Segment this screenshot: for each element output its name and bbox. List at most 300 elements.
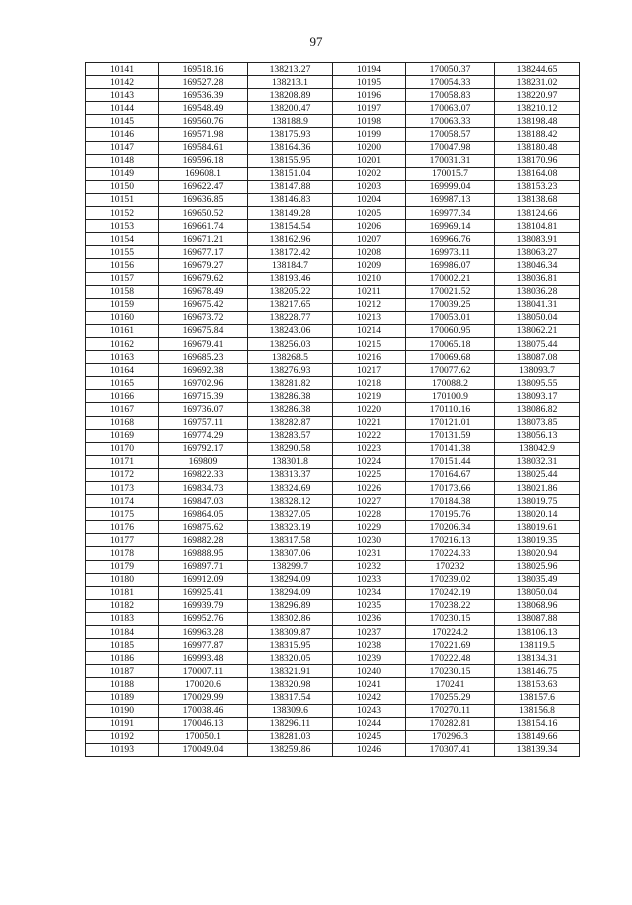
x-coordinate-right: 170222.48: [406, 652, 495, 665]
table-row: [86, 743, 580, 756]
x-coordinate-left: 169897.71: [159, 560, 248, 573]
x-coordinate-right: 169986.07: [406, 259, 495, 272]
x-coordinate-left: 169952.76: [159, 612, 248, 625]
x-coordinate-right: 170131.59: [406, 429, 495, 442]
x-coordinate-left: 169875.62: [159, 521, 248, 534]
table-row: [86, 63, 580, 76]
x-coordinate-left: 169571.98: [159, 128, 248, 141]
table-row: [86, 89, 580, 102]
point-number-left: 10151: [86, 193, 159, 206]
point-number-right: 10194: [333, 63, 406, 76]
x-coordinate-right: 170054.33: [406, 76, 495, 89]
point-number-right: 10201: [333, 154, 406, 167]
y-coordinate-left: 138228.77: [248, 311, 333, 324]
x-coordinate-left: 169661.74: [159, 220, 248, 233]
x-coordinate-right: 170239.02: [406, 573, 495, 586]
x-coordinate-left: 169792.17: [159, 442, 248, 455]
y-coordinate-right: 138146.75: [495, 665, 580, 678]
y-coordinate-left: 138294.09: [248, 586, 333, 599]
table-row: [86, 717, 580, 730]
point-number-left: 10170: [86, 442, 159, 455]
point-number-left: 10154: [86, 233, 159, 246]
y-coordinate-right: 138019.61: [495, 521, 580, 534]
point-number-left: 10179: [86, 560, 159, 573]
point-number-right: 10224: [333, 455, 406, 468]
x-coordinate-right: 170015.7: [406, 167, 495, 180]
point-number-left: 10181: [86, 586, 159, 599]
x-coordinate-left: 169977.87: [159, 639, 248, 652]
table-row: [86, 639, 580, 652]
point-number-right: 10204: [333, 193, 406, 206]
y-coordinate-right: 138046.34: [495, 259, 580, 272]
point-number-left: 10174: [86, 495, 159, 508]
point-number-left: 10190: [86, 704, 159, 717]
point-number-right: 10220: [333, 403, 406, 416]
y-coordinate-left: 138286.38: [248, 390, 333, 403]
y-coordinate-left: 138317.54: [248, 691, 333, 704]
point-number-left: 10176: [86, 521, 159, 534]
y-coordinate-left: 138256.03: [248, 337, 333, 350]
table-row: [86, 508, 580, 521]
table-row: [86, 259, 580, 272]
y-coordinate-right: 138106.13: [495, 626, 580, 639]
point-number-right: 10212: [333, 298, 406, 311]
y-coordinate-right: 138138.68: [495, 193, 580, 206]
point-number-left: 10142: [86, 76, 159, 89]
x-coordinate-left: 169675.84: [159, 324, 248, 337]
x-coordinate-right: 170230.15: [406, 612, 495, 625]
table-row: [86, 115, 580, 128]
y-coordinate-left: 138217.65: [248, 298, 333, 311]
x-coordinate-right: 170039.25: [406, 298, 495, 311]
point-number-right: 10209: [333, 259, 406, 272]
point-number-left: 10155: [86, 246, 159, 259]
x-coordinate-right: 170238.22: [406, 599, 495, 612]
y-coordinate-right: 138086.82: [495, 403, 580, 416]
y-coordinate-left: 138320.05: [248, 652, 333, 665]
point-number-right: 10208: [333, 246, 406, 259]
point-number-right: 10219: [333, 390, 406, 403]
point-number-left: 10173: [86, 482, 159, 495]
table-row: [86, 220, 580, 233]
point-number-right: 10217: [333, 364, 406, 377]
x-coordinate-left: 169685.23: [159, 351, 248, 364]
x-coordinate-right: 170296.3: [406, 730, 495, 743]
table-row: [86, 442, 580, 455]
point-number-right: 10213: [333, 311, 406, 324]
table-row: [86, 482, 580, 495]
y-coordinate-right: 138093.7: [495, 364, 580, 377]
point-number-right: 10221: [333, 416, 406, 429]
table-row: [86, 141, 580, 154]
y-coordinate-left: 138162.96: [248, 233, 333, 246]
point-number-right: 10222: [333, 429, 406, 442]
point-number-left: 10168: [86, 416, 159, 429]
table-row: [86, 455, 580, 468]
x-coordinate-left: 169678.49: [159, 285, 248, 298]
y-coordinate-right: 138095.55: [495, 377, 580, 390]
x-coordinate-left: 169715.39: [159, 390, 248, 403]
y-coordinate-right: 138210.12: [495, 102, 580, 115]
point-number-right: 10195: [333, 76, 406, 89]
point-number-right: 10203: [333, 180, 406, 193]
y-coordinate-left: 138307.06: [248, 547, 333, 560]
x-coordinate-right: 170241: [406, 678, 495, 691]
point-number-right: 10223: [333, 442, 406, 455]
x-coordinate-left: 169679.41: [159, 337, 248, 350]
x-coordinate-left: 169636.85: [159, 193, 248, 206]
x-coordinate-left: 169679.62: [159, 272, 248, 285]
x-coordinate-right: 170100.9: [406, 390, 495, 403]
point-number-right: 10196: [333, 89, 406, 102]
y-coordinate-right: 138087.88: [495, 612, 580, 625]
x-coordinate-right: 170021.52: [406, 285, 495, 298]
x-coordinate-right: 169999.04: [406, 180, 495, 193]
y-coordinate-right: 138042.9: [495, 442, 580, 455]
point-number-right: 10227: [333, 495, 406, 508]
y-coordinate-right: 138035.49: [495, 573, 580, 586]
point-number-right: 10215: [333, 337, 406, 350]
table-row: [86, 612, 580, 625]
table-row: [86, 193, 580, 206]
table-row: [86, 311, 580, 324]
table-row: [86, 704, 580, 717]
table-row: [86, 76, 580, 89]
y-coordinate-right: 138156.8: [495, 704, 580, 717]
y-coordinate-right: 138157.6: [495, 691, 580, 704]
table-row: [86, 102, 580, 115]
x-coordinate-left: 169963.28: [159, 626, 248, 639]
x-coordinate-left: 169774.29: [159, 429, 248, 442]
y-coordinate-left: 138324.69: [248, 482, 333, 495]
point-number-left: 10186: [86, 652, 159, 665]
point-number-left: 10158: [86, 285, 159, 298]
y-coordinate-right: 138139.34: [495, 743, 580, 756]
y-coordinate-right: 138149.66: [495, 730, 580, 743]
x-coordinate-right: 170002.21: [406, 272, 495, 285]
y-coordinate-right: 138025.96: [495, 560, 580, 573]
x-coordinate-right: 169987.13: [406, 193, 495, 206]
point-number-left: 10193: [86, 743, 159, 756]
y-coordinate-right: 138050.04: [495, 311, 580, 324]
point-number-left: 10191: [86, 717, 159, 730]
y-coordinate-left: 138184.7: [248, 259, 333, 272]
x-coordinate-right: 170088.2: [406, 377, 495, 390]
y-coordinate-right: 138073.85: [495, 416, 580, 429]
y-coordinate-right: 138198.48: [495, 115, 580, 128]
y-coordinate-left: 138243.06: [248, 324, 333, 337]
x-coordinate-left: 169864.05: [159, 508, 248, 521]
point-number-right: 10240: [333, 665, 406, 678]
y-coordinate-right: 138019.75: [495, 495, 580, 508]
table-row: [86, 521, 580, 534]
y-coordinate-right: 138062.21: [495, 324, 580, 337]
x-coordinate-left: 169679.27: [159, 259, 248, 272]
y-coordinate-right: 138124.66: [495, 207, 580, 220]
x-coordinate-right: 170224.33: [406, 547, 495, 560]
page-number: 97: [309, 34, 323, 49]
point-number-left: 10188: [86, 678, 159, 691]
point-number-left: 10148: [86, 154, 159, 167]
y-coordinate-right: 138153.63: [495, 678, 580, 691]
y-coordinate-left: 138213.1: [248, 76, 333, 89]
y-coordinate-right: 138154.16: [495, 717, 580, 730]
y-coordinate-left: 138299.7: [248, 560, 333, 573]
y-coordinate-right: 138180.48: [495, 141, 580, 154]
x-coordinate-right: 170060.95: [406, 324, 495, 337]
y-coordinate-left: 138320.98: [248, 678, 333, 691]
point-number-right: 10205: [333, 207, 406, 220]
point-number-left: 10183: [86, 612, 159, 625]
x-coordinate-left: 170038.46: [159, 704, 248, 717]
point-number-right: 10198: [333, 115, 406, 128]
x-coordinate-right: 170206.34: [406, 521, 495, 534]
point-number-right: 10246: [333, 743, 406, 756]
table-row: [86, 534, 580, 547]
x-coordinate-left: 170029.99: [159, 691, 248, 704]
table-row: [86, 678, 580, 691]
x-coordinate-left: 169702.96: [159, 377, 248, 390]
table-row: [86, 403, 580, 416]
x-coordinate-left: 169993.48: [159, 652, 248, 665]
point-number-left: 10185: [86, 639, 159, 652]
x-coordinate-right: 170242.19: [406, 586, 495, 599]
y-coordinate-left: 138327.05: [248, 508, 333, 521]
y-coordinate-left: 138164.36: [248, 141, 333, 154]
point-number-left: 10171: [86, 455, 159, 468]
table-row: [86, 560, 580, 573]
x-coordinate-right: 170221.69: [406, 639, 495, 652]
y-coordinate-left: 138259.86: [248, 743, 333, 756]
x-coordinate-right: 170216.13: [406, 534, 495, 547]
point-number-right: 10200: [333, 141, 406, 154]
x-coordinate-left: 169671.21: [159, 233, 248, 246]
x-coordinate-right: 170058.57: [406, 128, 495, 141]
y-coordinate-right: 138087.08: [495, 351, 580, 364]
point-number-left: 10187: [86, 665, 159, 678]
point-number-right: 10241: [333, 678, 406, 691]
table-row: [86, 429, 580, 442]
x-coordinate-right: 170063.33: [406, 115, 495, 128]
y-coordinate-left: 138294.09: [248, 573, 333, 586]
point-number-right: 10226: [333, 482, 406, 495]
y-coordinate-left: 138149.28: [248, 207, 333, 220]
point-number-left: 10164: [86, 364, 159, 377]
point-number-left: 10169: [86, 429, 159, 442]
x-coordinate-left: 169548.49: [159, 102, 248, 115]
point-number-left: 10180: [86, 573, 159, 586]
y-coordinate-left: 138276.93: [248, 364, 333, 377]
y-coordinate-right: 138063.27: [495, 246, 580, 259]
table-row: [86, 599, 580, 612]
x-coordinate-right: 170031.31: [406, 154, 495, 167]
x-coordinate-left: 169536.39: [159, 89, 248, 102]
point-number-left: 10165: [86, 377, 159, 390]
x-coordinate-left: 169527.28: [159, 76, 248, 89]
point-number-left: 10157: [86, 272, 159, 285]
x-coordinate-right: 170077.62: [406, 364, 495, 377]
table-row: [86, 351, 580, 364]
table-row: [86, 573, 580, 586]
point-number-left: 10143: [86, 89, 159, 102]
x-coordinate-left: 169925.41: [159, 586, 248, 599]
table-row: [86, 167, 580, 180]
point-number-left: 10150: [86, 180, 159, 193]
table-row: [86, 626, 580, 639]
point-number-right: 10232: [333, 560, 406, 573]
y-coordinate-left: 138313.37: [248, 468, 333, 481]
y-coordinate-left: 138282.87: [248, 416, 333, 429]
point-number-left: 10144: [86, 102, 159, 115]
y-coordinate-left: 138154.54: [248, 220, 333, 233]
y-coordinate-left: 138147.88: [248, 180, 333, 193]
point-number-right: 10233: [333, 573, 406, 586]
x-coordinate-right: 170151.44: [406, 455, 495, 468]
point-number-right: 10229: [333, 521, 406, 534]
x-coordinate-left: 169847.03: [159, 495, 248, 508]
point-number-right: 10210: [333, 272, 406, 285]
coordinates-table-body: [86, 63, 580, 757]
y-coordinate-left: 138302.86: [248, 612, 333, 625]
y-coordinate-right: 138056.13: [495, 429, 580, 442]
point-number-right: 10207: [333, 233, 406, 246]
x-coordinate-left: 170049.04: [159, 743, 248, 756]
x-coordinate-right: 169977.34: [406, 207, 495, 220]
y-coordinate-right: 138036.81: [495, 272, 580, 285]
point-number-left: 10192: [86, 730, 159, 743]
x-coordinate-left: 169912.09: [159, 573, 248, 586]
y-coordinate-left: 138205.22: [248, 285, 333, 298]
y-coordinate-right: 138050.04: [495, 586, 580, 599]
y-coordinate-left: 138208.89: [248, 89, 333, 102]
y-coordinate-left: 138155.95: [248, 154, 333, 167]
point-number-right: 10238: [333, 639, 406, 652]
x-coordinate-left: 169882.28: [159, 534, 248, 547]
table-row: [86, 207, 580, 220]
point-number-left: 10146: [86, 128, 159, 141]
x-coordinate-right: 170270.11: [406, 704, 495, 717]
table-row: [86, 298, 580, 311]
x-coordinate-right: 170232: [406, 560, 495, 573]
table-row: [86, 180, 580, 193]
y-coordinate-left: 138175.93: [248, 128, 333, 141]
y-coordinate-right: 138021.86: [495, 482, 580, 495]
point-number-left: 10161: [86, 324, 159, 337]
x-coordinate-left: 169736.07: [159, 403, 248, 416]
y-coordinate-left: 138213.27: [248, 63, 333, 76]
y-coordinate-left: 138309.87: [248, 626, 333, 639]
table-row: [86, 377, 580, 390]
table-row: [86, 128, 580, 141]
x-coordinate-right: 170224.2: [406, 626, 495, 639]
x-coordinate-right: 169973.11: [406, 246, 495, 259]
x-coordinate-right: 170063.07: [406, 102, 495, 115]
y-coordinate-left: 138200.47: [248, 102, 333, 115]
x-coordinate-left: 169675.42: [159, 298, 248, 311]
coordinates-table: [85, 62, 580, 757]
table-row: [86, 285, 580, 298]
table-row: [86, 233, 580, 246]
point-number-right: 10225: [333, 468, 406, 481]
x-coordinate-left: 169596.18: [159, 154, 248, 167]
table-row: [86, 495, 580, 508]
x-coordinate-left: 169650.52: [159, 207, 248, 220]
table-row: [86, 364, 580, 377]
x-coordinate-right: 169966.76: [406, 233, 495, 246]
x-coordinate-left: 169560.76: [159, 115, 248, 128]
x-coordinate-left: 169834.73: [159, 482, 248, 495]
table-row: [86, 416, 580, 429]
y-coordinate-left: 138268.5: [248, 351, 333, 364]
y-coordinate-right: 138244.65: [495, 63, 580, 76]
point-number-left: 10175: [86, 508, 159, 521]
point-number-left: 10184: [86, 626, 159, 639]
point-number-right: 10237: [333, 626, 406, 639]
x-coordinate-left: 169677.17: [159, 246, 248, 259]
point-number-right: 10236: [333, 612, 406, 625]
x-coordinate-left: 169622.47: [159, 180, 248, 193]
point-number-left: 10147: [86, 141, 159, 154]
x-coordinate-left: 169608.1: [159, 167, 248, 180]
point-number-right: 10199: [333, 128, 406, 141]
point-number-left: 10153: [86, 220, 159, 233]
y-coordinate-left: 138296.89: [248, 599, 333, 612]
x-coordinate-left: 169673.72: [159, 311, 248, 324]
point-number-right: 10228: [333, 508, 406, 521]
point-number-right: 10211: [333, 285, 406, 298]
point-number-left: 10162: [86, 337, 159, 350]
y-coordinate-left: 138286.38: [248, 403, 333, 416]
point-number-right: 10242: [333, 691, 406, 704]
x-coordinate-left: 170046.13: [159, 717, 248, 730]
point-number-left: 10167: [86, 403, 159, 416]
point-number-right: 10202: [333, 167, 406, 180]
x-coordinate-right: 170069.68: [406, 351, 495, 364]
table-row: [86, 652, 580, 665]
x-coordinate-left: 170007.11: [159, 665, 248, 678]
table-row: [86, 246, 580, 259]
x-coordinate-left: 169692.38: [159, 364, 248, 377]
y-coordinate-right: 138220.97: [495, 89, 580, 102]
point-number-left: 10182: [86, 599, 159, 612]
y-coordinate-right: 138020.94: [495, 547, 580, 560]
y-coordinate-left: 138193.46: [248, 272, 333, 285]
x-coordinate-left: 169822.33: [159, 468, 248, 481]
point-number-right: 10214: [333, 324, 406, 337]
y-coordinate-right: 138164.08: [495, 167, 580, 180]
point-number-right: 10197: [333, 102, 406, 115]
x-coordinate-left: 169939.79: [159, 599, 248, 612]
y-coordinate-right: 138231.02: [495, 76, 580, 89]
y-coordinate-left: 138301.8: [248, 455, 333, 468]
table-row: [86, 324, 580, 337]
y-coordinate-left: 138328.12: [248, 495, 333, 508]
x-coordinate-right: 170058.83: [406, 89, 495, 102]
x-coordinate-right: 170230.15: [406, 665, 495, 678]
y-coordinate-right: 138153.23: [495, 180, 580, 193]
point-number-left: 10145: [86, 115, 159, 128]
table-row: [86, 154, 580, 167]
point-number-right: 10231: [333, 547, 406, 560]
table-row: [86, 730, 580, 743]
y-coordinate-right: 138075.44: [495, 337, 580, 350]
y-coordinate-right: 138032.31: [495, 455, 580, 468]
y-coordinate-left: 138146.83: [248, 193, 333, 206]
table-row: [86, 665, 580, 678]
x-coordinate-left: 169518.16: [159, 63, 248, 76]
point-number-left: 10178: [86, 547, 159, 560]
point-number-left: 10177: [86, 534, 159, 547]
